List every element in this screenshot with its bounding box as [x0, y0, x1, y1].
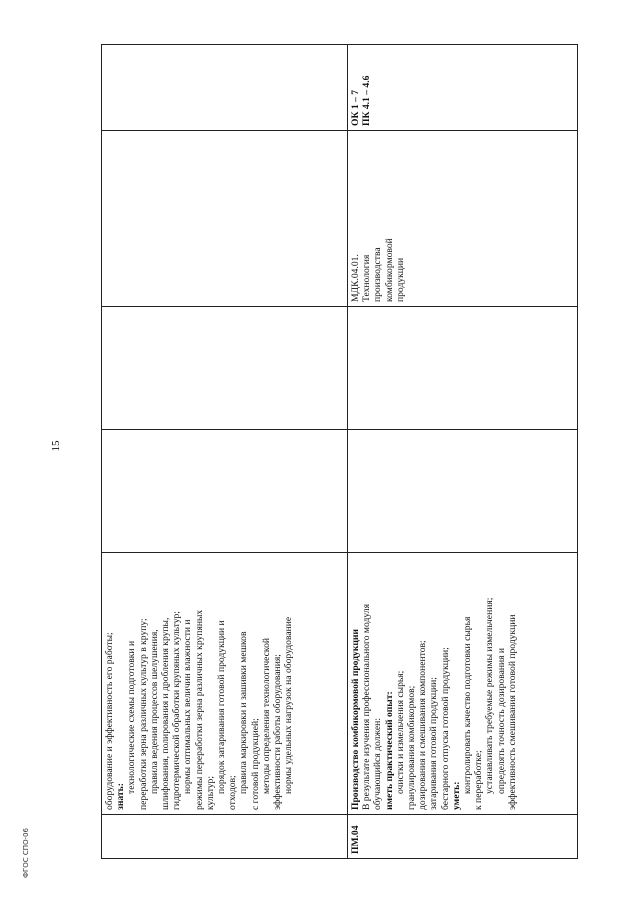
- text-line: порядок затаривания готовой продукции и: [216, 620, 228, 794]
- text-line: культур;: [204, 775, 216, 810]
- text-line: очистки и измельчения сырья;: [394, 670, 406, 794]
- page-number: 15: [50, 440, 62, 452]
- text-line: ОК 1 – 7: [350, 89, 361, 126]
- empty-cell: [102, 307, 348, 430]
- module-content-cell: [348, 553, 578, 815]
- text-line: гидротермической обработки крупяных культур;: [171, 611, 183, 810]
- text-line: отходов;: [227, 775, 239, 810]
- text-line: эффективности работы оборудования;: [272, 654, 284, 810]
- text-line: правила ведения процессов шелушения,: [148, 629, 160, 794]
- text-line: комбикормовой: [383, 238, 395, 302]
- text-line: технологические схемы подготовки и: [126, 640, 138, 794]
- mdk-cell: [348, 131, 578, 307]
- text-line: методы определения технологической: [260, 637, 272, 794]
- text-line: бестарного отпуска готовой продукции;: [439, 647, 451, 810]
- text-line: МДК.04.01.: [350, 254, 361, 302]
- text-line: ПК 4.1 – 4.6: [361, 75, 373, 126]
- text-line: устанавливать требуемые режимы измельчения;: [484, 597, 496, 794]
- empty-cell: [102, 131, 348, 307]
- module-code-cell: ПМ.04: [348, 815, 578, 859]
- empty-cell: [348, 430, 578, 553]
- curriculum-table: [101, 44, 578, 859]
- text-line: иметь практический опыт:: [383, 691, 395, 810]
- text-line: обучающийся должен:: [372, 718, 384, 810]
- rotated-page: [101, 45, 577, 859]
- text-line: затаривания готовой продукции;: [428, 677, 440, 810]
- text-line: дозирования и смешивания компонентов;: [417, 640, 429, 810]
- text-line: к переработке;: [473, 750, 485, 810]
- text-line: нормы оптимальных величин влажности и: [182, 619, 194, 794]
- text-line: знать:: [115, 783, 127, 810]
- table-row: [102, 45, 348, 859]
- text-line: шлифования, полирования и дробления крупы,: [160, 617, 172, 810]
- text-line: производства: [372, 247, 384, 302]
- text-line: эффективность смешивания готовой продукции: [506, 614, 518, 810]
- empty-cell: [102, 45, 348, 131]
- text-line: уметь:: [450, 781, 462, 810]
- text-line: с готовой продукцией;: [249, 718, 261, 810]
- text-line: переработки зерна различных культур в крупу;: [137, 618, 149, 810]
- text-line: Производство комбикормовой продукции: [350, 629, 361, 810]
- text-line: продукции: [394, 257, 406, 302]
- footer-code: ФГОС СПО-06: [22, 827, 30, 878]
- empty-cell: [348, 307, 578, 430]
- text-line: контролировать качество подготовки сырья: [462, 616, 474, 794]
- empty-cell: [102, 430, 348, 553]
- competencies-cell: [348, 45, 578, 131]
- module-content-cell: [102, 553, 348, 815]
- module-code-cell: [102, 815, 348, 859]
- table-row: [348, 45, 578, 859]
- text-line: режимы переработки зерна различных крупяных: [193, 609, 205, 810]
- text-line: правила маркировки и зашивки мешков: [238, 631, 250, 794]
- text-line: Технология: [361, 254, 373, 302]
- text-line: определять точность дозирования и: [495, 647, 507, 794]
- text-line: В результате изучения профессионального модуля: [361, 604, 373, 810]
- text-line: нормы удельных нагрузок на оборудование: [283, 616, 295, 794]
- text-line: гранулирования комбикормов;: [406, 685, 418, 810]
- text-line: оборудование и эффективность его работы;: [104, 632, 115, 810]
